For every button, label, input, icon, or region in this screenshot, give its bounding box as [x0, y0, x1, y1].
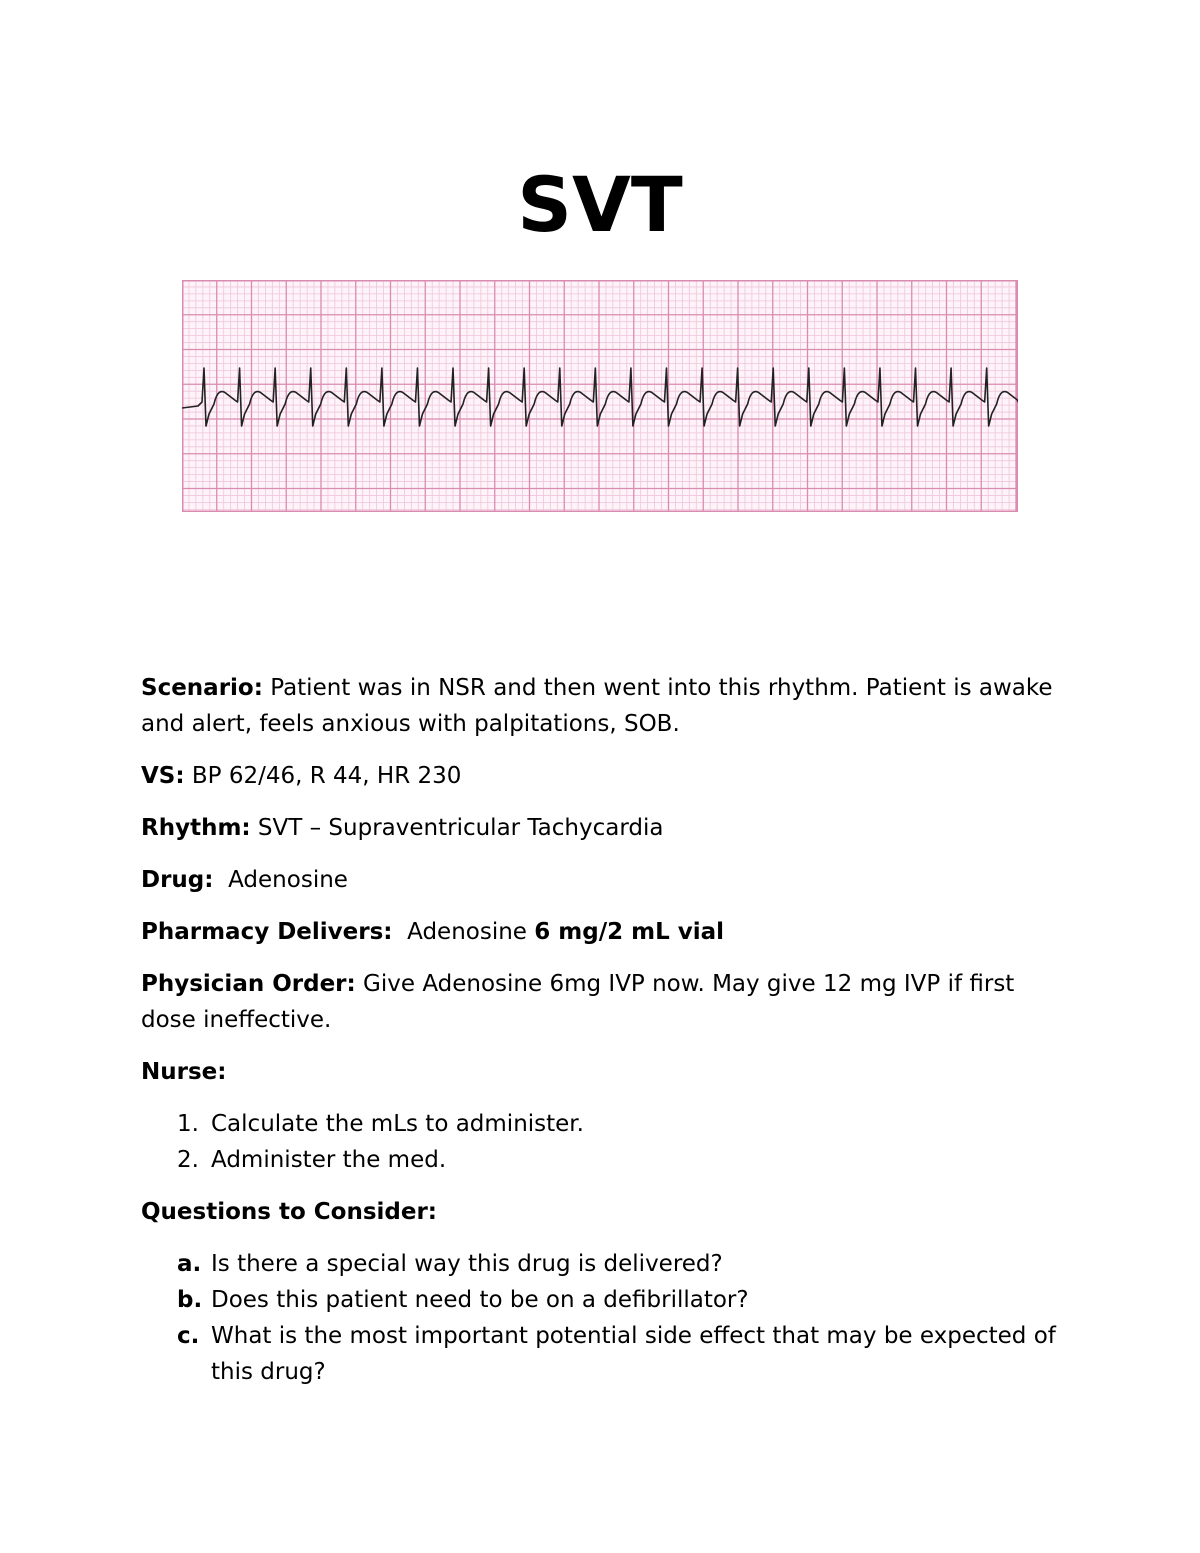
list-item-text: Is there a special way this drug is delivered? — [211, 1251, 723, 1277]
physician-order-paragraph — [141, 966, 1071, 1038]
questions-heading — [141, 1194, 1071, 1230]
drug-paragraph — [141, 862, 1071, 898]
drug-text: Adenosine — [213, 867, 348, 893]
list-marker: c. — [177, 1323, 200, 1349]
list-marker: 2. — [177, 1147, 199, 1173]
list-marker: 1. — [177, 1111, 199, 1137]
ecg-rhythm-strip — [182, 280, 1018, 512]
page-title: SVT — [517, 160, 683, 249]
rhythm-label: Rhythm: — [141, 815, 251, 841]
pharmacy-paragraph — [141, 914, 1071, 950]
pharmacy-label: Pharmacy Delivers: — [141, 919, 393, 945]
vital-signs-label: VS: — [141, 763, 185, 789]
questions-list — [141, 1246, 1071, 1390]
list-item — [141, 1318, 1071, 1390]
list-item — [141, 1142, 1071, 1178]
drug-label: Drug: — [141, 867, 214, 893]
list-marker: b. — [177, 1287, 203, 1313]
list-item-text: Administer the med. — [211, 1147, 447, 1173]
vital-signs-text: BP 62/46, R 44, HR 230 — [184, 763, 462, 789]
scenario-text: Patient was in NSR and then went into this rhythm. Patient is awake and alert, feels anxious with palpitations, SOB. — [141, 675, 1053, 737]
nurse-heading — [141, 1054, 1071, 1090]
case-details — [141, 670, 1071, 1406]
physician-order-label: Physician Order: — [141, 971, 356, 997]
questions-label: Questions to Consider: — [141, 1199, 438, 1225]
nurse-task-list — [141, 1106, 1071, 1178]
ecg-grid-svg — [182, 280, 1018, 512]
list-item — [141, 1246, 1071, 1282]
pharmacy-text: Adenosine — [392, 919, 535, 945]
list-item — [141, 1106, 1071, 1142]
rhythm-paragraph — [141, 810, 1071, 846]
physician-order-text: Give Adenosine 6mg IVP now. May give 12 mg IVP if first dose ineffective. — [141, 971, 1015, 1033]
scenario-paragraph — [141, 670, 1071, 742]
list-item-text: Calculate the mLs to administer. — [211, 1111, 584, 1137]
nurse-label: Nurse: — [141, 1059, 227, 1085]
pharmacy-dose: 6 mg/2 mL vial — [534, 919, 725, 945]
list-marker: a. — [177, 1251, 202, 1277]
list-item-text: What is the most important potential side effect that may be expected of this drug? — [211, 1323, 1056, 1385]
scenario-label: Scenario: — [141, 675, 263, 701]
vital-signs-paragraph — [141, 758, 1071, 794]
list-item-text: Does this patient need to be on a defibrillator? — [211, 1287, 749, 1313]
list-item — [141, 1282, 1071, 1318]
rhythm-text: SVT – Supraventricular Tachycardia — [250, 815, 664, 841]
